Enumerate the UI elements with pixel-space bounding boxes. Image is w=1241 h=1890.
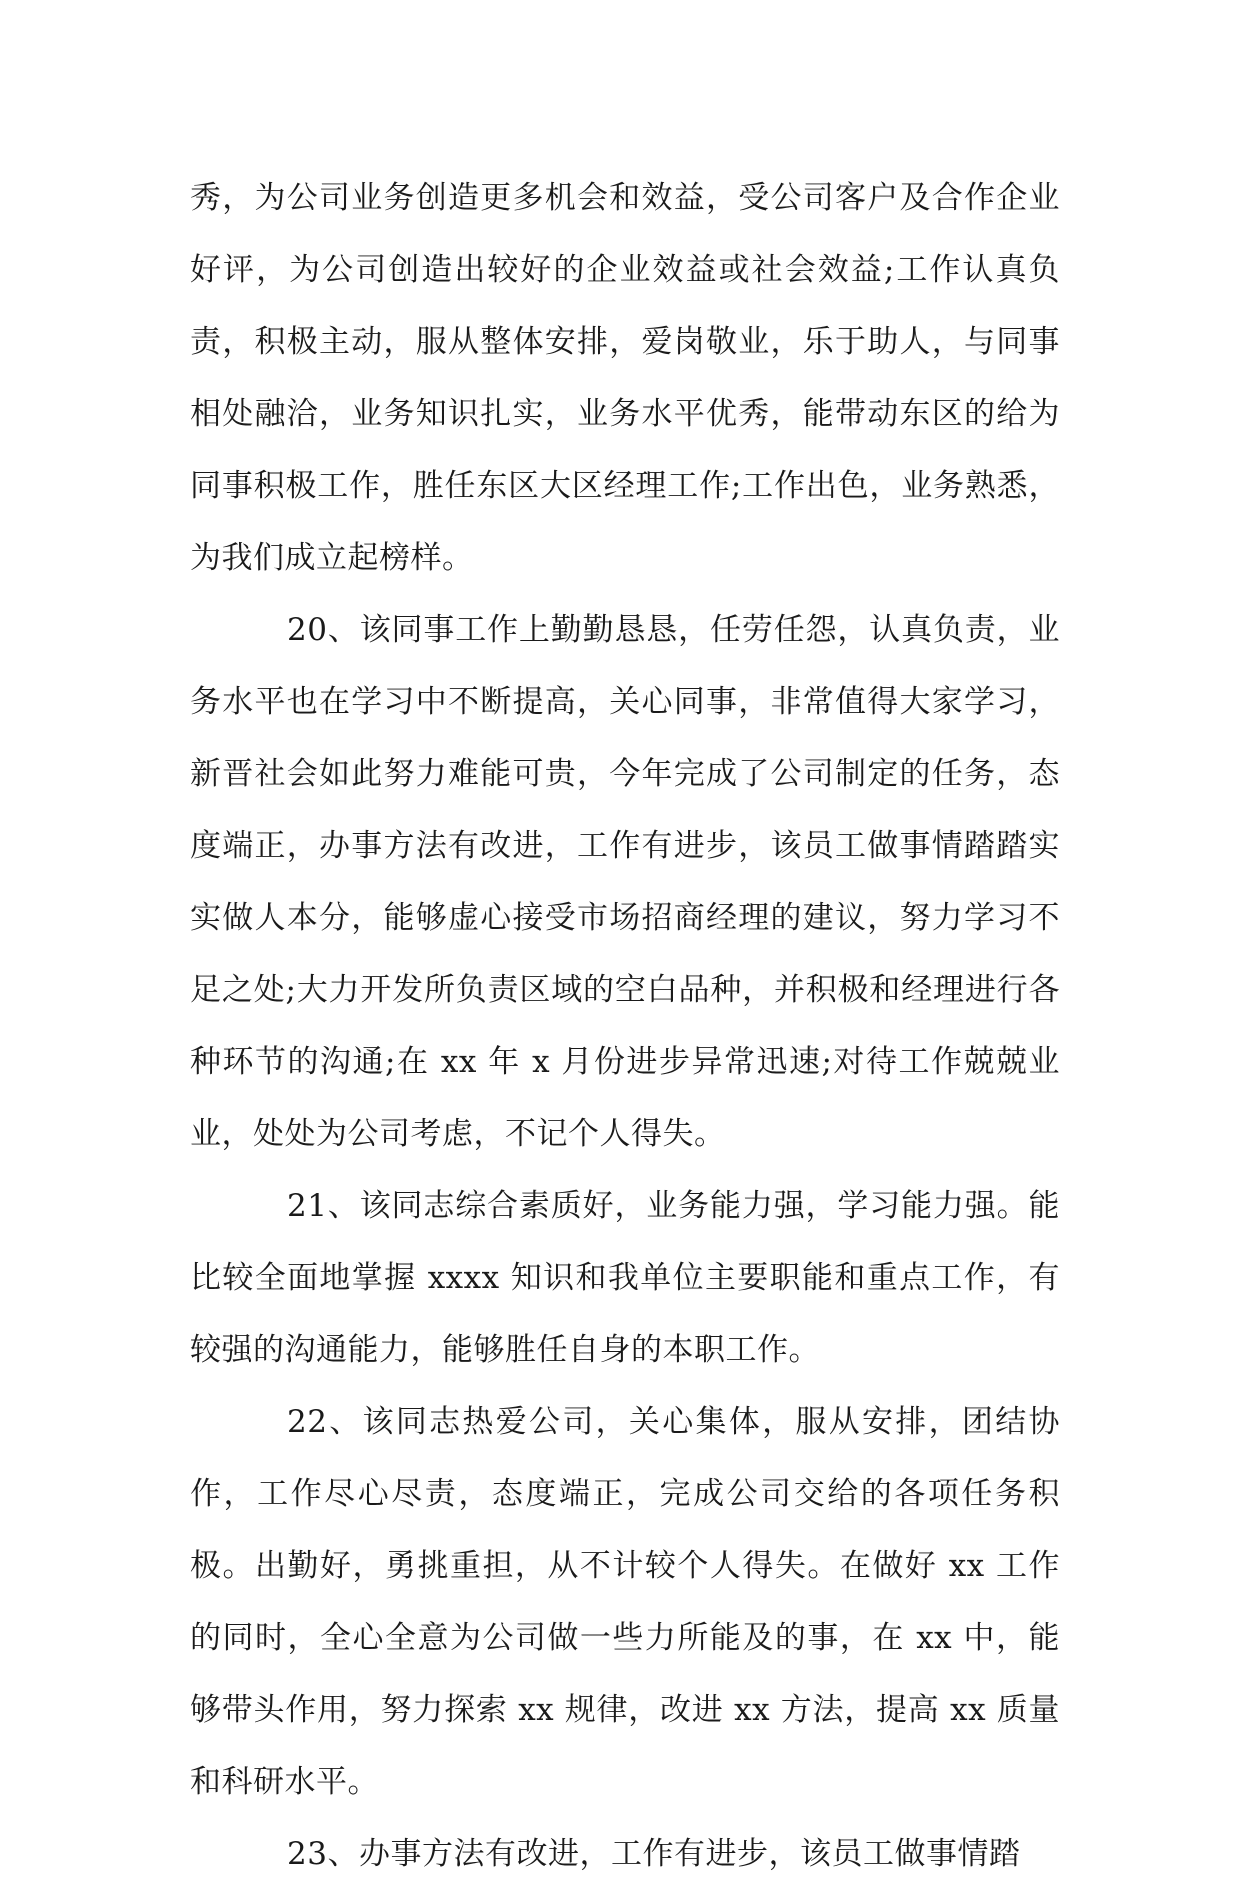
paragraph-item-21: 21、该同志综合素质好，业务能力强，学习能力强。能比较全面地掌握 xxxx 知识和我单位主要职能和重点工作，有较强的沟通能力，能够胜任自身的本职工作。 xyxy=(190,1188,1060,1368)
document-body xyxy=(190,162,1060,1890)
paragraph-continuation: 秀，为公司业务创造更多机会和效益，受公司客户及合作企业好评，为公司创造出较好的企业效益或社会效益;工作认真负责，积极主动，服从整体安排，爱岗敬业，乐于助人，与同事相处融洽，业务知识扎实，业务水平优秀，能带动东区的给为同事积极工作，胜任东区大区经理工作;工作出色，业务熟悉，为我们成立起榜样。 xyxy=(190,180,1060,576)
paragraph-item-22: 22、该同志热爱公司，关心集体，服从安排，团结协作，工作尽心尽责，态度端正，完成公司交给的各项任务积极。出勤好，勇挑重担，从不计较个人得失。在做好 xx 工作的同时，全心全意为公司做一些力所能及的事，在 xx 中，能够带头作用，努力探索 xx 规律，改进 xx 方法，提高 xx 质量和科研水平。 xyxy=(190,1404,1060,1800)
paragraph-item-23: 23、办事方法有改进，工作有进步，该员工做事情踏 xyxy=(287,1836,1021,1872)
paragraph-item-20: 20、该同事工作上勤勤恳恳，任劳任怨，认真负责，业务水平也在学习中不断提高，关心同事，非常值得大家学习，新晋社会如此努力难能可贵，今年完成了公司制定的任务，态度端正，办事方法有改进，工作有进步，该员工做事情踏踏实实做人本分，能够虚心接受市场招商经理的建议，努力学习不足之处;大力开发所负责区域的空白品种，并积极和经理进行各种环节的沟通;在 xx 年 x 月份进步异常迅速;对待工作兢兢业业，处处为公司考虑，不记个人得失。 xyxy=(190,612,1060,1152)
